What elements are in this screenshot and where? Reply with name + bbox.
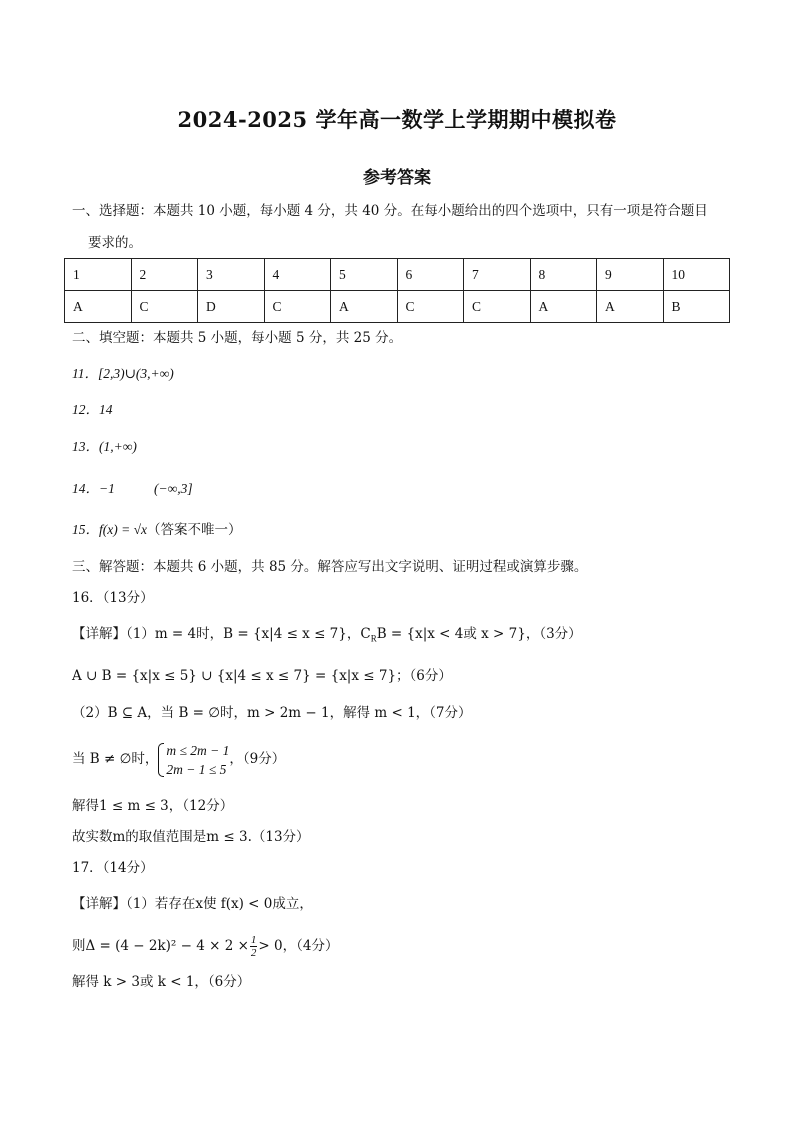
q17-step-2-rest: > 0，（4分）	[258, 938, 339, 954]
q16-conclusion: 故实数m的取值范围是m ≤ 3.（13分）	[72, 829, 310, 845]
answer-cell: A	[331, 291, 398, 323]
inequality-system	[158, 741, 229, 779]
question-number: 5	[331, 259, 398, 291]
page-subtitle: 参考答案	[363, 168, 431, 188]
answer-cell: A	[65, 291, 132, 323]
section1-heading-cont: 要求的。	[88, 235, 142, 251]
question-number: 1	[65, 259, 132, 291]
question-number: 3	[198, 259, 265, 291]
answer-q15	[72, 520, 242, 540]
q17-step-2	[72, 932, 338, 960]
fraction-numerator: 1	[250, 934, 257, 946]
q16-step-1-rest: B = {x|x < 4或 x > 7}，（3分）	[376, 626, 582, 642]
section3-heading: 三、解答题：本题共 6 小题，共 85 分。解答应写出文字说明、证明过程或演算步骤。	[72, 559, 588, 575]
answer-q12: 12．14	[72, 402, 113, 417]
question-number: 10	[663, 259, 730, 291]
q16-step-1	[72, 624, 582, 649]
question-number: 7	[464, 259, 531, 291]
q16-step-4-prefix: 当 B ≠ ∅时，	[72, 751, 159, 767]
q16-step-4	[72, 738, 285, 780]
q16-step-3: （2）B ⊆ A，当 B = ∅时，m > 2m − 1，解得 m < 1，（7分）	[72, 705, 472, 721]
question-number: 4	[264, 259, 331, 291]
complement-subscript: R	[370, 633, 377, 644]
answer-table-answers-row	[65, 291, 730, 323]
section1-heading: 一、选择题：本题共 10 小题，每小题 4 分，共 40 分。在每小题给出的四个选项中，只有一项是符合题目	[72, 203, 708, 219]
q17-header: 17．（14分）	[72, 860, 154, 876]
answer-q14-part2: (−∞,3]	[154, 481, 193, 496]
answer-q15-note: （答案不唯一）	[147, 522, 242, 538]
answer-q11: 11．[2,3)∪(3,+∞)	[72, 366, 174, 381]
answer-table	[64, 258, 730, 323]
q17-step-1: 【详解】（1）若存在x使 f(x) < 0成立，	[72, 896, 313, 912]
q16-step-1-text: 【详解】（1）m = 4时，B = {x|4 ≤ x ≤ 7}，C	[72, 626, 371, 642]
answer-cell: A	[597, 291, 664, 323]
question-number: 9	[597, 259, 664, 291]
question-number: 2	[131, 259, 198, 291]
fraction-denominator: 2	[250, 947, 257, 959]
answer-cell: C	[464, 291, 531, 323]
q16-step-4-suffix: ，（9分）	[229, 751, 286, 767]
inequality-2: 2m − 1 ≤ 5	[166, 761, 227, 777]
question-number: 8	[530, 259, 597, 291]
fraction	[250, 934, 258, 959]
q16-step-5: 解得1 ≤ m ≤ 3，（12分）	[72, 798, 234, 814]
answer-q13: 13．(1,+∞)	[72, 439, 137, 454]
answer-cell: D	[198, 291, 265, 323]
answer-cell: C	[131, 291, 198, 323]
answer-q14: 14．−1	[72, 481, 115, 496]
q16-header: 16．（13分）	[72, 590, 154, 606]
inequality-1: m ≤ 2m − 1	[166, 742, 230, 758]
answer-cell: A	[530, 291, 597, 323]
q16-step-2: A ∪ B = {x|x ≤ 5} ∪ {x|4 ≤ x ≤ 7} = {x|x ≤ 7}；（6分）	[72, 668, 452, 684]
answer-table-numbers-row	[65, 259, 730, 291]
answer-cell: C	[397, 291, 464, 323]
q17-step-2-text: 则Δ = (4 − 2k)² − 4 × 2 ×	[72, 938, 249, 954]
answer-cell: C	[264, 291, 331, 323]
page-title: 2024-2025 学年高一数学上学期期中模拟卷	[177, 107, 617, 132]
section2-heading: 二、填空题：本题共 5 小题，每小题 5 分，共 25 分。	[72, 330, 403, 346]
answer-q15-expression: 15．f(x) = √x	[72, 522, 147, 537]
q17-step-3: 解得 k > 3或 k < 1，（6分）	[72, 974, 251, 990]
question-number: 6	[397, 259, 464, 291]
answer-cell: B	[663, 291, 730, 323]
